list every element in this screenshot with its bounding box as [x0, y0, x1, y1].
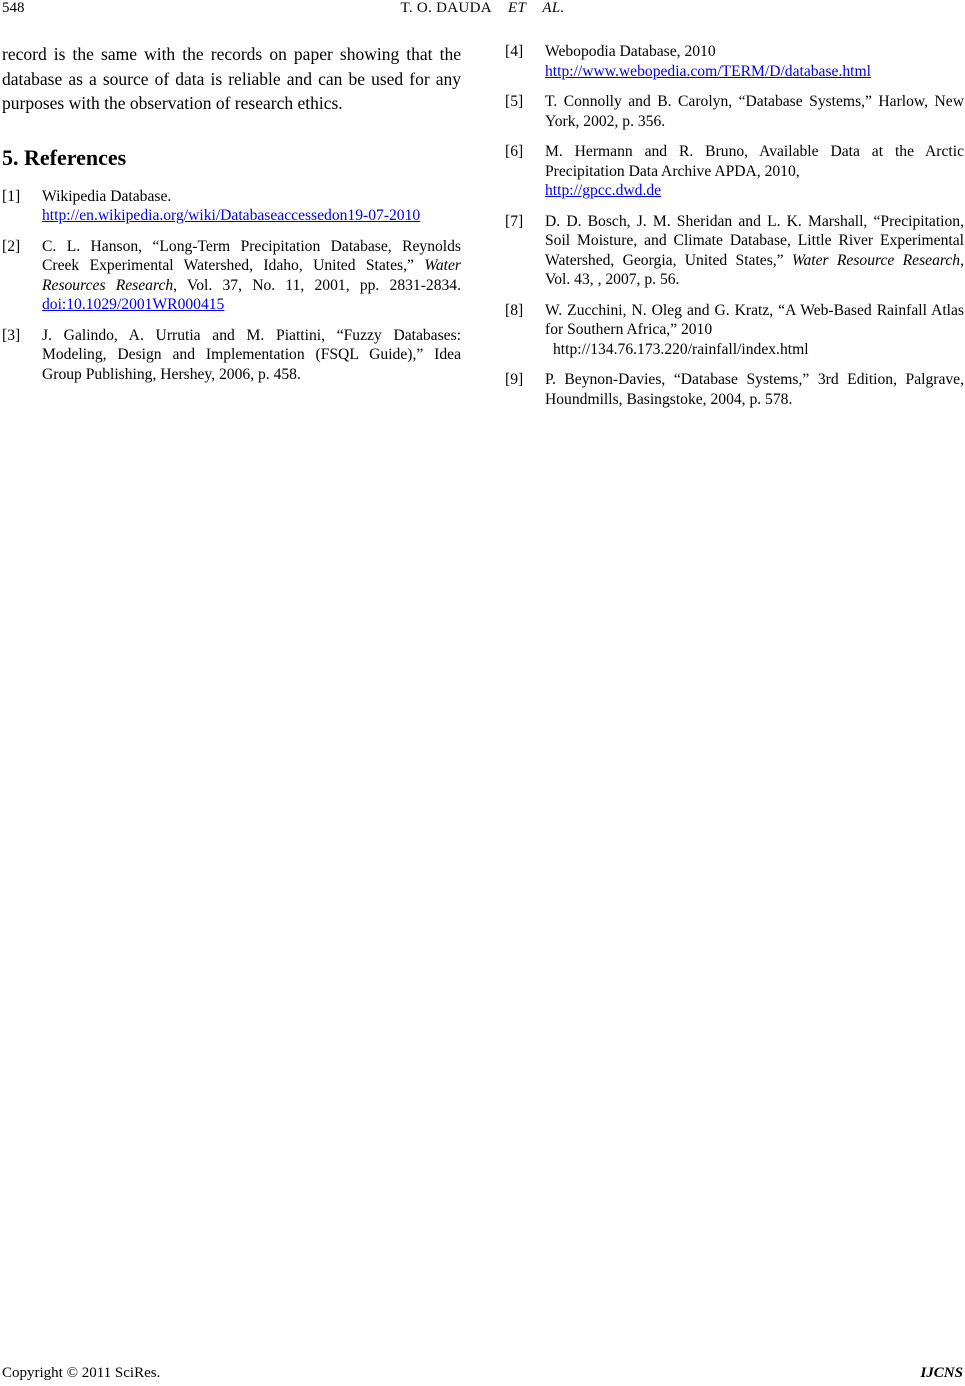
reference-link[interactable]: http://www.webopedia.com/TERM/D/database.html	[545, 62, 871, 80]
reference-text: T. Connolly and B. Carolyn, “Database Systems,” Harlow, New York, 2002, p. 356.	[545, 93, 964, 130]
reference-9	[505, 370, 964, 409]
reference-6	[505, 142, 964, 201]
copyright-footer: Copyright © 2011 SciRes.	[2, 1365, 161, 1381]
reference-text: C. L. Hanson, “Long-Term Precipitation Database, Reynolds Creek Experimental Watershed, Idaho, United States,”	[42, 237, 461, 274]
reference-doi-link[interactable]: doi:10.1029/2001WR000415	[42, 296, 225, 313]
reference-number: [7]	[505, 212, 524, 230]
reference-number: [5]	[505, 93, 524, 110]
reference-text: Wikipedia Database.	[42, 187, 172, 205]
section-title: 5. References	[2, 144, 127, 170]
reference-text: P. Beynon-Davies, “Database Systems,” 3rd Edition, Palgrave, Houndmills, Basingstoke, 2004, p. 578.	[545, 371, 964, 408]
running-header-et: ET	[508, 0, 527, 16]
reference-3	[2, 326, 461, 385]
reference-1	[2, 187, 461, 226]
reference-link[interactable]: http://en.wikipedia.org/wiki/Databaseaccessedon19-07-2010	[42, 207, 421, 224]
reference-text: M. Hermann and R. Bruno, Available Data at the Arctic Precipitation Data Archive APDA, 2010,	[545, 143, 964, 180]
reference-5	[505, 92, 964, 131]
reference-text: W. Zucchini, N. Oleg and G. Kratz, “A Web-Based Rainfall Atlas for Southern Africa,” 2010	[545, 301, 964, 338]
reference-journal: Water Resources Research	[42, 257, 461, 294]
reference-7	[505, 212, 964, 290]
reference-list-left	[2, 187, 461, 385]
reference-text: D. D. Bosch, J. M. Sheridan and L. K. Marshall, “Precipitation, Soil Moisture, and Climate Database, Little River Experimental Watershed, Georgia, United States,”	[545, 212, 964, 269]
running-header-al: AL.	[542, 0, 565, 16]
left-column	[2, 42, 461, 395]
reference-number: [2]	[2, 237, 21, 255]
reference-link[interactable]: http://gpcc.dwd.de	[545, 182, 662, 199]
reference-2	[2, 237, 461, 315]
reference-8	[505, 301, 964, 360]
reference-text-tail: , Vol. 37, No. 11, 2001, pp. 2831-2834.	[173, 276, 461, 294]
reference-4	[505, 42, 964, 81]
reference-number: [1]	[2, 187, 21, 205]
reference-text: J. Galindo, A. Urrutia and M. Piattini, “Fuzzy Databases: Modeling, Design and Implementation (FSQL Guide),” Idea Group Publishing, Hershey, 2006, p. 458.	[42, 326, 461, 383]
reference-url-text: http://134.76.173.220/rainfall/index.html	[553, 340, 809, 358]
reference-text: Webopodia Database, 2010	[545, 43, 716, 60]
reference-text-tail: , Vol. 43, , 2007, p. 56.	[545, 251, 964, 288]
reference-journal: Water Resource Research	[791, 251, 961, 269]
reference-number: [8]	[505, 301, 524, 319]
running-header	[0, 0, 965, 17]
reference-number: [9]	[505, 371, 524, 388]
intro-paragraph: record is the same with the records on paper showing that the database as a source of data is reliable and can be used for any purposes with the observation of research ethics.	[2, 44, 461, 113]
right-column	[505, 42, 964, 420]
journal-footer: IJCNS	[920, 1365, 963, 1381]
page-number: 548	[2, 0, 25, 16]
reference-number: [4]	[505, 43, 524, 60]
reference-list-right	[505, 42, 964, 409]
running-header-authors: T. O. DAUDA	[400, 0, 492, 16]
reference-number: [6]	[505, 143, 524, 160]
reference-number: [3]	[2, 326, 21, 344]
